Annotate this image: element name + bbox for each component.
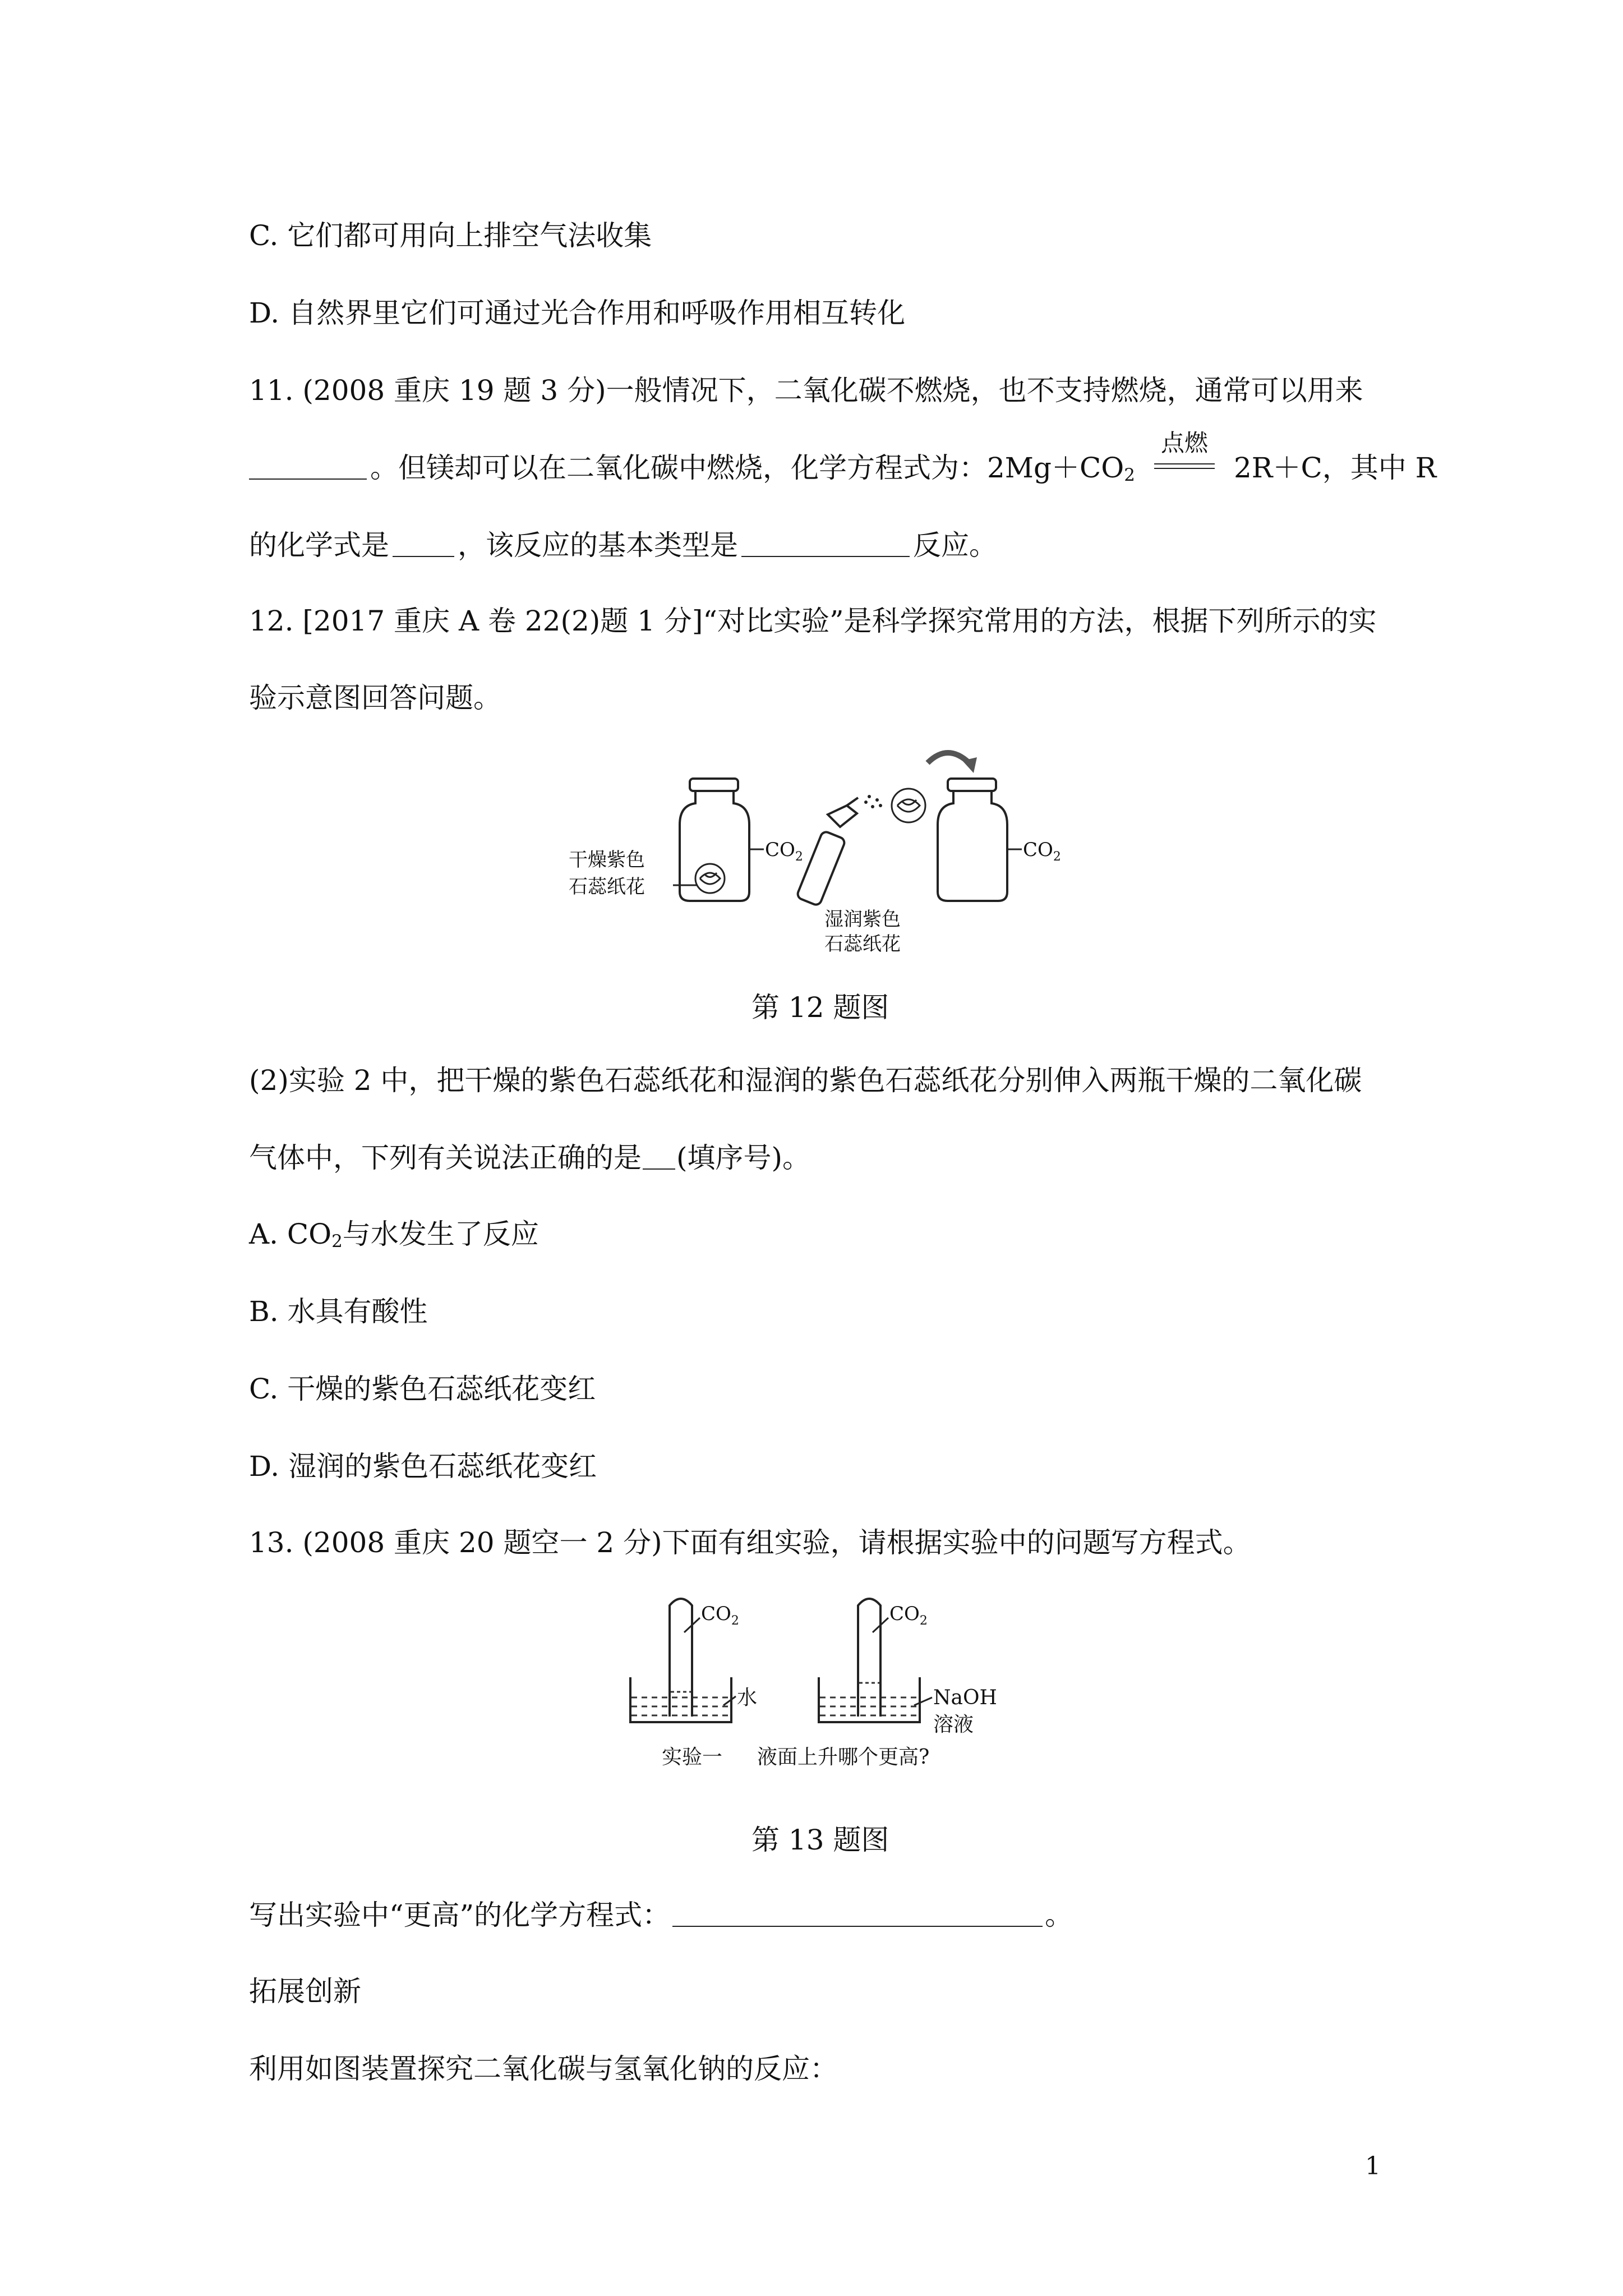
wet-flower-icon <box>892 789 925 822</box>
q12-option-b: B. 水具有酸性 <box>249 1295 428 1328</box>
q12-option-c: C. 干燥的紫色石蕊纸花变红 <box>249 1373 596 1405</box>
wet-label-line-1: 湿润紫色 <box>824 908 901 931</box>
water-label: 水 <box>737 1686 758 1709</box>
spray-bottle-icon <box>796 798 858 907</box>
spray-mist-icon <box>864 795 882 808</box>
right-solution-level <box>820 1697 919 1715</box>
equal-sign-line <box>1154 463 1215 464</box>
answer-blank[interactable] <box>249 454 367 480</box>
option-c: C. 它们都可用向上排空气法收集 <box>249 219 652 252</box>
question-13: 13. (2008 重庆 20 题空一 2 分)下面有组实验，请根据实验中的问题写方程式。 <box>249 1526 1251 1559</box>
page-number: 1 <box>1365 2152 1381 2180</box>
question-label: 液面上升哪个更高? <box>757 1746 930 1769</box>
q11-text: 反应。 <box>913 529 997 562</box>
q13-write-text: 写出实验中“更高”的化学方程式： <box>249 1899 671 1931</box>
answer-blank[interactable] <box>643 1144 675 1170</box>
q11-text: ，该反应的基本类型是 <box>458 529 738 562</box>
q11-text-after-equation: 2R＋C，其中 R <box>1234 452 1437 484</box>
naoh-label-line-1: NaOH <box>933 1686 997 1709</box>
q12-option-a-text: 与水发生了反应 <box>342 1218 539 1250</box>
q12-text: (填序号)。 <box>676 1142 811 1174</box>
figure-12 <box>555 740 1105 954</box>
extension-title: 拓展创新 <box>249 1975 361 2008</box>
question-12-part-2-line-1: (2)实验 2 中，把干燥的紫色石蕊纸花和湿润的紫色石蕊纸花分别伸入两瓶干燥的二氧化碳 <box>249 1064 1362 1097</box>
q12-text: 气体中，下列有关说法正确的是 <box>249 1142 642 1174</box>
naoh-pointer <box>914 1697 932 1705</box>
answer-blank[interactable] <box>393 531 454 557</box>
reaction-condition <box>1151 429 1218 485</box>
question-11-line-3 <box>249 528 997 562</box>
dry-label-line-2: 石蕊纸花 <box>569 876 645 898</box>
right-test-tube <box>858 1599 880 1717</box>
condition-label: 点燃 <box>1160 429 1208 457</box>
extension-text: 利用如图装置探究二氧化碳与氢氧化钠的反应： <box>249 2053 838 2085</box>
figure-13 <box>611 1588 1049 1795</box>
dry-label-line-1: 干燥紫色 <box>569 849 645 871</box>
dry-flower-icon <box>695 864 725 893</box>
q12-option-d: D. 湿润的紫色石蕊纸花变红 <box>249 1450 597 1483</box>
q13-write-end: 。 <box>1045 1899 1073 1931</box>
co2-left-label: $CO_2$ <box>701 1603 739 1628</box>
q12-option-a-prefix: A. CO <box>249 1218 332 1250</box>
question-12-line-2: 验示意图回答问题。 <box>249 682 501 714</box>
q11-text: 的化学式是 <box>249 529 389 562</box>
answer-blank[interactable] <box>672 1901 1043 1927</box>
left-water-level <box>631 1697 730 1715</box>
wet-label-line-2: 石蕊纸花 <box>824 933 901 954</box>
option-d: D. 自然界里它们可通过光合作用和呼吸作用相互转化 <box>249 297 906 329</box>
figure-13-caption: 第 13 题图 <box>751 1824 889 1856</box>
left-test-tube <box>670 1599 692 1717</box>
subscript: 2 <box>331 1231 343 1252</box>
subscript: 2 <box>1124 465 1135 486</box>
answer-blank[interactable] <box>741 531 910 557</box>
naoh-label-line-2: 溶液 <box>933 1713 974 1736</box>
question-12-line-1: 12. [2017 重庆 A 卷 22(2)题 1 分]“对比实验”是科学探究常用的方法，根据下列所示的实 <box>249 605 1377 637</box>
right-gas-jar <box>938 779 1007 901</box>
question-12-part-2-line-2 <box>249 1141 810 1175</box>
question-11-line-1: 11. (2008 重庆 19 题 3 分)一般情况下，二氧化碳不燃烧，也不支持燃烧，通常可以用来 <box>249 374 1363 407</box>
question-13-write <box>249 1898 1073 1932</box>
q12-option-a <box>249 1217 539 1258</box>
curved-arrow-icon <box>928 753 969 763</box>
equal-sign-line <box>1154 468 1215 469</box>
figure-12-caption: 第 12 题图 <box>751 991 889 1024</box>
q11-text-before-equation: 。但镁却可以在二氧化碳中燃烧，化学方程式为：2Mg＋CO <box>370 452 1124 484</box>
co2-right-label: $CO_2$ <box>1023 839 1061 864</box>
question-11-line-2 <box>249 429 1437 492</box>
experiment-label: 实验一 <box>662 1746 723 1769</box>
co2-left-label: $CO_2$ <box>765 839 803 864</box>
co2-right-label: $CO_2$ <box>889 1603 928 1628</box>
